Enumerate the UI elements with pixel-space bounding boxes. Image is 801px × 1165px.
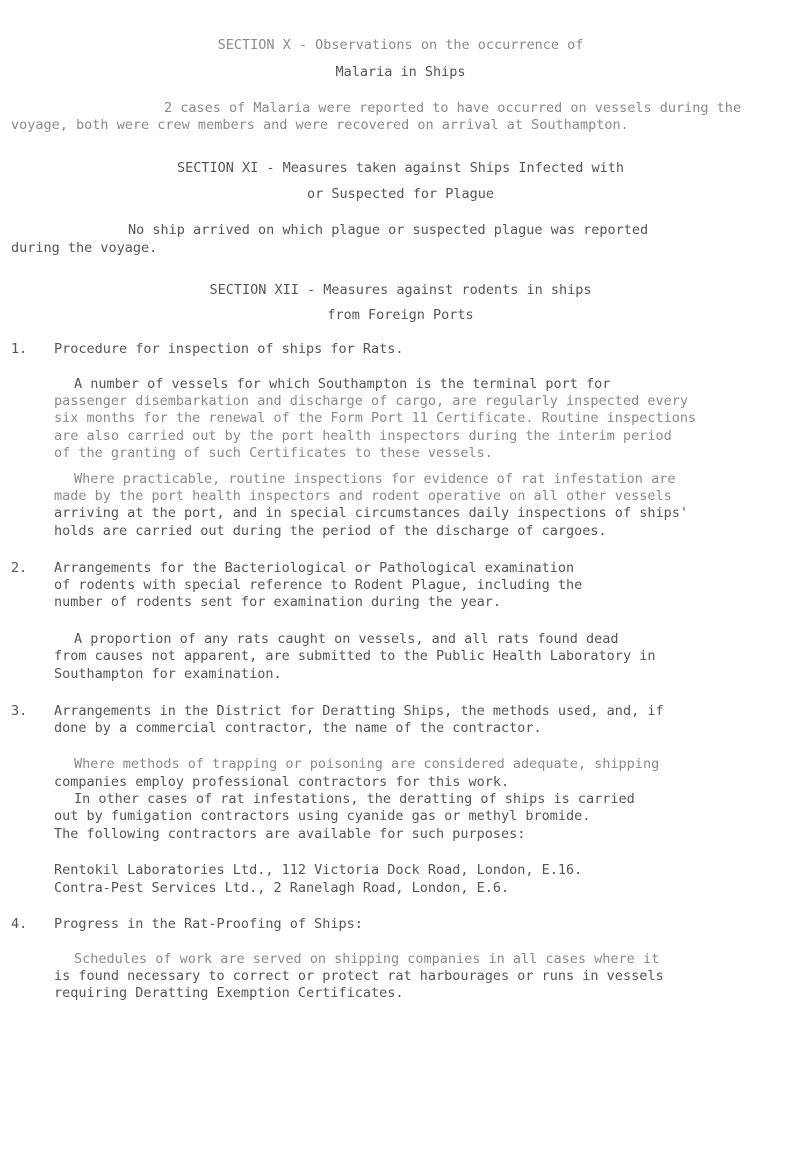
section-10-text-line: voyage, both were crew members and were recovered on arrival at Southampton.: [11, 117, 629, 133]
item-4-text-line: is found necessary to correct or protect rat harbourages or runs in vessels: [54, 968, 664, 984]
item-3-title-line: Arrangements in the District for Deratting Ships, the methods used, and, if: [54, 703, 664, 719]
item-2-title-line: number of rodents sent for examination during the year.: [54, 594, 502, 610]
section-10-text-line: 2 cases of Malaria were reported to have occurred on vessels during the: [164, 100, 742, 116]
item-3-title-line: done by a commercial contractor, the name of the contractor.: [54, 720, 542, 736]
item-1-text-line: made by the port health inspectors and rodent operative on all other vessels: [54, 488, 672, 504]
item-1-title: Procedure for inspection of ships for Rats.: [54, 341, 404, 357]
item-2-text-line: Southampton for examination.: [54, 666, 282, 682]
item-1-text-line: holds are carried out during the period of the discharge of cargoes.: [54, 523, 607, 539]
item-3-text-line: The following contractors are available for such purposes:: [54, 826, 526, 842]
item-1-text-line: six months for the renewal of the Form Port 11 Certificate. Routine inspections: [54, 410, 697, 426]
item-2-text-line: A proportion of any rats caught on vessels, and all rats found dead: [74, 631, 619, 647]
contractor-entry: Contra-Pest Services Ltd., 2 Ranelagh Road, London, E.6.: [54, 880, 510, 896]
item-3-text-line: Where methods of trapping or poisoning are considered adequate, shipping: [74, 756, 660, 772]
item-3-text-line: out by fumigation contractors using cyanide gas or methyl bromide.: [54, 808, 591, 824]
section-10-subheading: Malaria in Ships: [335, 64, 466, 80]
item-2-text-line: from causes not apparent, are submitted to the Public Health Laboratory in: [54, 648, 656, 664]
contractor-entry: Rentokil Laboratories Ltd., 112 Victoria Dock Road, London, E.16.: [54, 862, 583, 878]
item-1-text-line: arriving at the port, and in special circumstances daily inspections of ships': [54, 505, 688, 521]
item-1-number: 1.: [11, 341, 28, 357]
section-11-text-line: No ship arrived on which plague or suspected plague was reported: [128, 222, 649, 238]
item-2-number: 2.: [11, 560, 28, 576]
item-1-text-line: A number of vessels for which Southampton is the terminal port for: [74, 376, 611, 392]
item-4-text-line: requiring Deratting Exemption Certificates.: [54, 985, 404, 1001]
item-3-number: 3.: [11, 703, 28, 719]
item-4-title: Progress in the Rat-Proofing of Ships:: [54, 916, 363, 932]
item-3-text-line: In other cases of rat infestations, the deratting of ships is carried: [74, 791, 635, 807]
section-10-heading: SECTION X - Observations on the occurrence of: [217, 37, 584, 53]
item-1-text-line: are also carried out by the port health inspectors during the interim period: [54, 428, 672, 444]
item-4-text-line: Schedules of work are served on shipping companies in all cases where it: [74, 951, 660, 967]
item-4-number: 4.: [11, 916, 28, 932]
section-11-subheading: or Suspected for Plague: [307, 186, 494, 202]
item-1-text-line: of the granting of such Certificates to these vessels.: [54, 445, 493, 461]
item-3-text-line: companies employ professional contractors for this work.: [54, 774, 510, 790]
section-12-heading: SECTION XII - Measures against rodents in ships: [209, 282, 592, 298]
item-1-text-line: Where practicable, routine inspections for evidence of rat infestation are: [74, 471, 676, 487]
item-2-title-line: Arrangements for the Bacteriological or Pathological examination: [54, 560, 575, 576]
item-1-text-line: passenger disembarkation and discharge of cargo, are regularly inspected every: [54, 393, 688, 409]
section-12-subheading: from Foreign Ports: [327, 307, 474, 323]
section-11-heading: SECTION XI - Measures taken against Ships Infected with: [176, 160, 625, 176]
section-11-text-line: during the voyage.: [11, 240, 158, 256]
item-2-title-line: of rodents with special reference to Rodent Plague, including the: [54, 577, 583, 593]
